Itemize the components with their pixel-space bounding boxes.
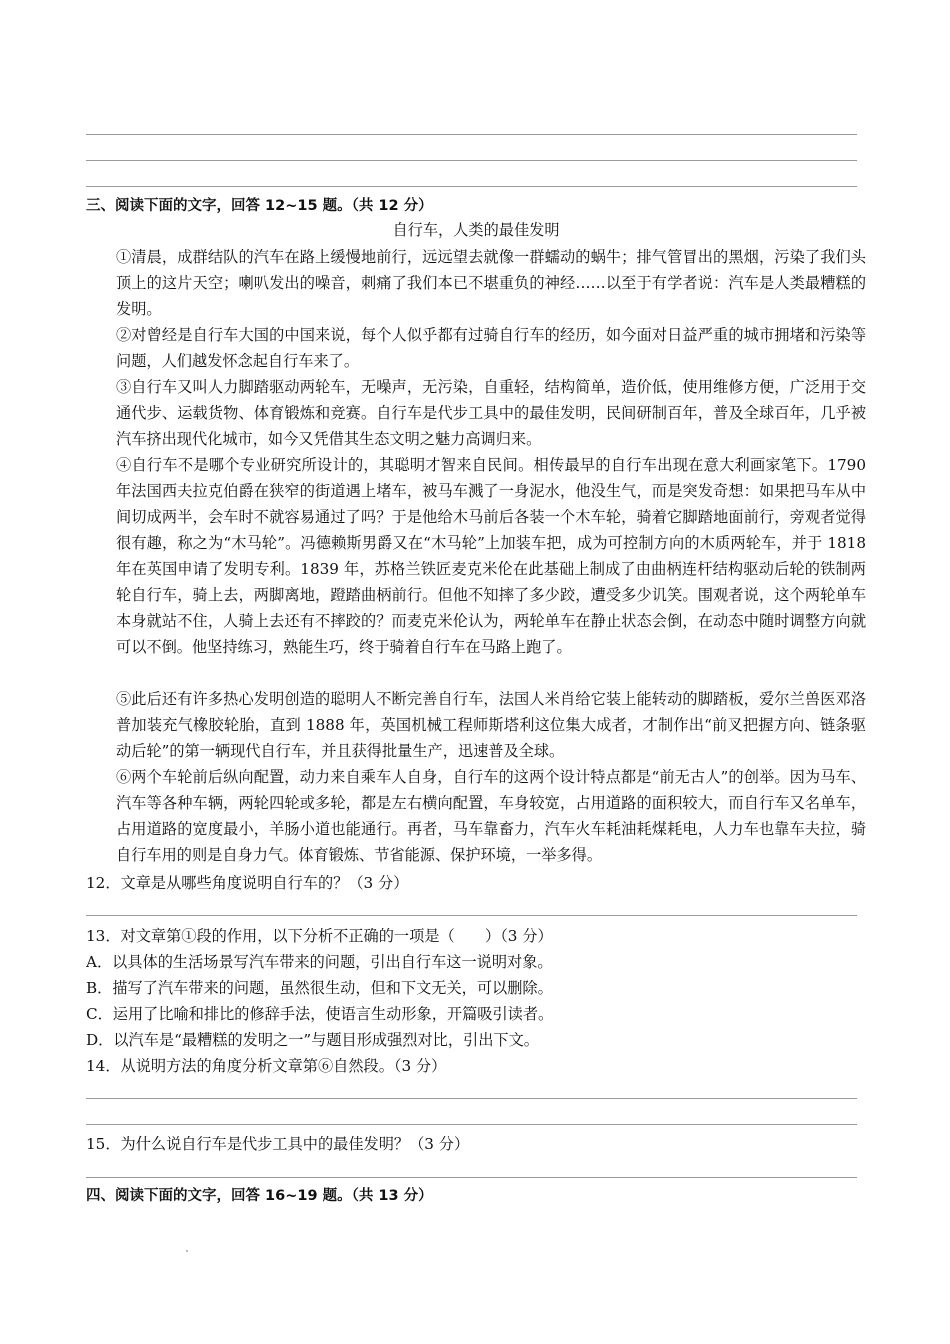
question-13-option-d: D．以汽车是“最糟糕的发明之一”与题目形成强烈对比，引出下文。	[86, 1031, 539, 1049]
article-title: 自行车，人类的最佳发明	[392, 221, 560, 239]
paragraph-6: ⑥两个车轮前后纵向配置，动力来自乘车人自身，自行车的这两个设计特点都是“前无古人”的创举。因为马车、汽车等各种车辆，两轮四轮或多轮，都是左右横向配置，车身较宽，占用道路的面积较大，而自行车又名单车，占用道路的宽度最小，羊肠小道也能通行。再者，马车靠畜力，汽车火车耗油耗煤耗电，人力车也靠车夫拉，骑自行车用的则是自身力气。体育锻炼、节省能源、保护环境，一举多得。	[116, 768, 866, 864]
question-13-option-c: C．运用了比喻和排比的修辞手法，使语言生动形象，开篇吸引读者。	[86, 1005, 554, 1023]
answer-line	[86, 134, 857, 135]
paragraph-4: ④自行车不是哪个专业研究所设计的，其聪明才智来自民间。相传最早的自行车出现在意大利画家笔下。1790 年法国西夫拉克伯爵在狭窄的街道遇上堵车，被马车溅了一身泥水，他没生气，而是突发奇想：如果把马车从中间切成两半，会车时不就容易通过了吗？于是他给木马前后各装一个木车轮，骑着它脚踏地面前行，旁观者觉得很有趣，称之为“木马轮”。冯德赖斯男爵又在“木马轮”上加装车把，成为可控制方向的木质两轮车，并于 1818 年在英国申请了发明专利。1839 年，苏格兰铁匠麦克米伦在此基础上制成了由曲柄连杆结构驱动后轮的铁制两轮自行车，骑上去，两脚离地，蹬踏曲柄前行。但他不知摔了多少跤，遭受多少讥笑。围观者说，这个两轮单车本身就站不住，人骑上去还有不摔跤的？而麦克米伦认为，两轮单车在静止状态会倒，在动态中随时调整方向就可以不倒。他坚持练习，熟能生巧，终于骑着自行车在马路上跑了。	[116, 456, 866, 656]
paragraph-1: ①清晨，成群结队的汽车在路上缓慢地前行，远远望去就像一群蠕动的蜗牛；排气管冒出的黑烟，污染了我们头顶上的这片天空；喇叭发出的噪音，刺痛了我们本已不堪重负的神经……以至于有学者说：汽车是人类最糟糕的发明。	[116, 248, 866, 318]
question-13-option-b: B．描写了汽车带来的问题，虽然很生动，但和下文无关，可以删除。	[86, 979, 553, 997]
answer-line	[86, 1124, 857, 1125]
question-14: 14．从说明方法的角度分析文章第⑥自然段。（3 分）	[86, 1057, 447, 1075]
paragraph-2: ②对曾经是自行车大国的中国来说，每个人似乎都有过骑自行车的经历，如今面对日益严重的城市拥堵和污染等问题，人们越发怀念起自行车来了。	[116, 326, 866, 370]
section-3-heading: 三、阅读下面的文字，回答 12~15 题。（共 12 分）	[86, 198, 433, 214]
answer-line	[86, 1177, 857, 1178]
section-4-heading: 四、阅读下面的文字，回答 16~19 题。（共 13 分）	[86, 1188, 433, 1204]
answer-line	[86, 160, 857, 161]
answer-line	[86, 186, 857, 187]
answer-line	[86, 915, 857, 916]
scan-speck	[186, 1250, 188, 1252]
paragraph-3: ③自行车又叫人力脚踏驱动两轮车，无噪声，无污染，自重轻，结构简单，造价低，使用维修方便，广泛用于交通代步、运载货物、体育锻炼和竞赛。自行车是代步工具中的最佳发明，民间研制百年，普及全球百年，几乎被汽车挤出现代化城市，如今又凭借其生态文明之魅力高调归来。	[116, 378, 866, 448]
answer-line	[86, 1098, 857, 1099]
question-13-option-a: A．以具体的生活场景写汽车带来的问题，引出自行车这一说明对象。	[86, 953, 553, 971]
question-12: 12．文章是从哪些角度说明自行车的？（3 分）	[86, 874, 409, 892]
paragraph-5: ⑤此后还有许多热心发明创造的聪明人不断完善自行车，法国人米肖给它装上能转动的脚踏板，爱尔兰兽医邓洛普加装充气橡胶轮胎，直到 1888 年，英国机械工程师斯塔利这位集大成者，才制作出“前叉把握方向、链条驱动后轮”的第一辆现代自行车，并且获得批量生产，迅速普及全球。	[116, 690, 866, 760]
question-15: 15．为什么说自行车是代步工具中的最佳发明？（3 分）	[86, 1135, 470, 1153]
question-13-stem: 13．对文章第①段的作用，以下分析不正确的一项是（ ）（3 分）	[86, 927, 553, 945]
